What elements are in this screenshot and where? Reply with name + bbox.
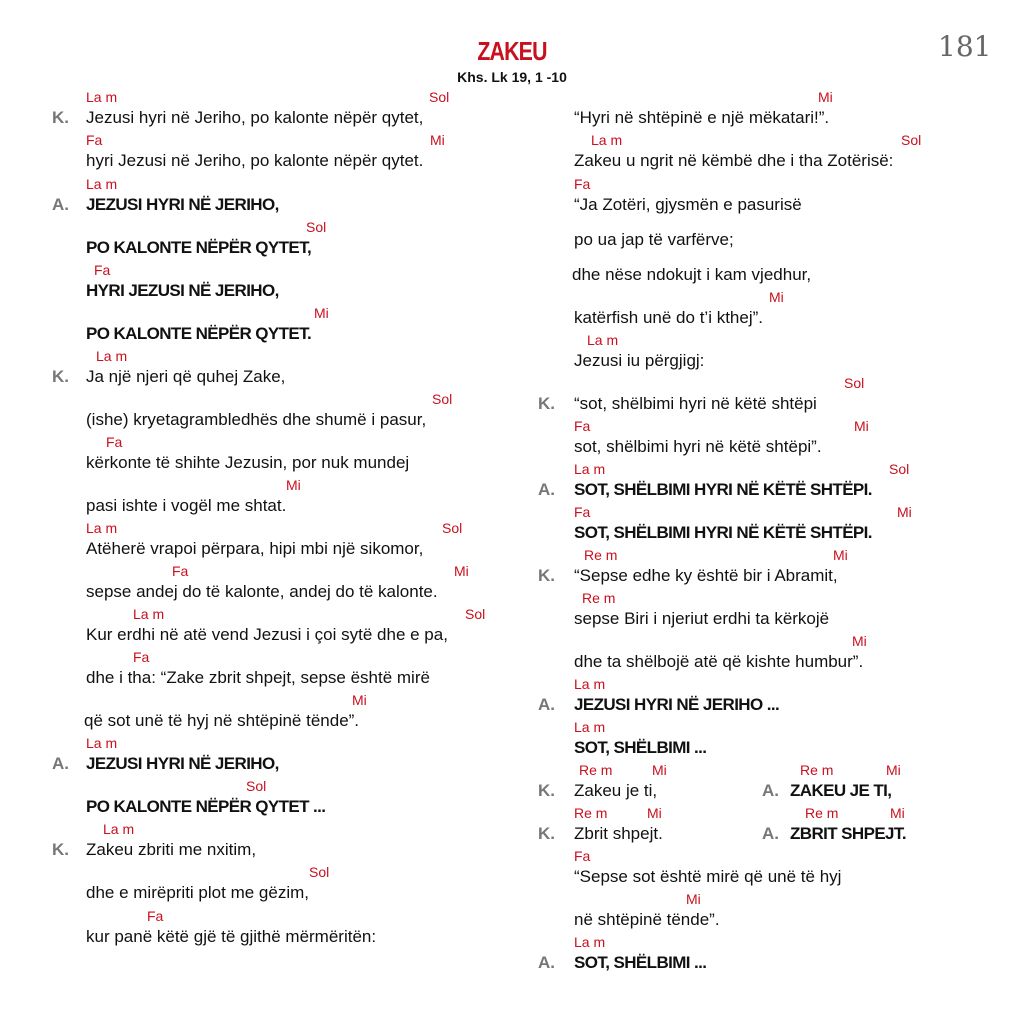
chord-label: Sol bbox=[246, 778, 267, 794]
lyric-line: sepse andej do të kalonte, andej do të kalonte. bbox=[86, 582, 438, 601]
lyric-line: Zbrit shpejt. bbox=[574, 824, 663, 843]
speaker-marker: K. bbox=[538, 824, 555, 843]
chord-label: Fa bbox=[86, 132, 103, 148]
chord-label: Mi bbox=[886, 762, 901, 778]
chord-label: Re m bbox=[584, 547, 618, 563]
chord-label: La m bbox=[574, 676, 606, 692]
speaker-marker: A. bbox=[538, 953, 555, 972]
chord-label: La m bbox=[86, 89, 118, 105]
chord-label: Mi bbox=[890, 805, 905, 821]
assembly-lyric-line: SOT, SHËLBIMI ... bbox=[574, 738, 707, 757]
assembly-lyric-line: JEZUSI HYRI NË JERIHO ... bbox=[574, 695, 780, 714]
chord-label: Fa bbox=[133, 649, 150, 665]
lyric-line: dhe nëse ndokujt i kam vjedhur, bbox=[572, 265, 812, 284]
chord-label: Mi bbox=[769, 289, 784, 305]
lyric-line: po ua jap të varfërve; bbox=[574, 230, 734, 249]
chord-label: La m bbox=[587, 332, 619, 348]
speaker-marker: K. bbox=[52, 367, 69, 386]
chord-label: La m bbox=[86, 520, 118, 536]
assembly-lyric-line: ZAKEU JE TI, bbox=[790, 781, 892, 800]
speaker-marker: K. bbox=[538, 394, 555, 413]
scripture-reference: Khs. Lk 19, 1 -10 bbox=[457, 69, 567, 85]
speaker-marker: A. bbox=[762, 824, 779, 843]
chord-label: La m bbox=[574, 934, 606, 950]
assembly-lyric-line: JEZUSI HYRI NË JERIHO, bbox=[86, 754, 279, 773]
chord-label: Re m bbox=[805, 805, 839, 821]
lyric-line: katërfish unë do t’i kthej”. bbox=[574, 308, 763, 327]
lyric-line: Zakeu u ngrit në këmbë dhe i tha Zotërisë: bbox=[574, 151, 894, 170]
chord-label: Fa bbox=[172, 563, 189, 579]
chord-label: Mi bbox=[352, 692, 367, 708]
speaker-marker: K. bbox=[52, 108, 69, 127]
chord-label: Mi bbox=[852, 633, 867, 649]
lyric-line: Zakeu je ti, bbox=[574, 781, 658, 800]
chord-label: Sol bbox=[901, 132, 922, 148]
speaker-marker: A. bbox=[538, 695, 555, 714]
lyric-line: hyri Jezusi në Jeriho, po kalonte nëpër qytet. bbox=[86, 151, 424, 170]
speaker-marker: K. bbox=[538, 781, 555, 800]
lyric-line: dhe ta shëlbojë atë që kishte humbur”. bbox=[574, 652, 864, 671]
chord-label: Mi bbox=[286, 477, 301, 493]
chord-label: Sol bbox=[429, 89, 450, 105]
speaker-marker: A. bbox=[762, 781, 779, 800]
assembly-lyric-line: SOT, SHËLBIMI HYRI NË KËTË SHTËPI. bbox=[574, 523, 872, 542]
lyric-line: “Hyri në shtëpinë e një mëkatari!”. bbox=[574, 108, 830, 127]
chord-label: Mi bbox=[686, 891, 701, 907]
lyric-line: sepse Biri i njeriut erdhi ta kërkojë bbox=[574, 609, 830, 628]
chord-label: Fa bbox=[147, 908, 164, 924]
chord-label: La m bbox=[96, 348, 128, 364]
page-number: 181 bbox=[938, 30, 992, 63]
lyric-line: në shtëpinë tënde”. bbox=[574, 910, 720, 929]
chord-label: Mi bbox=[652, 762, 667, 778]
chord-label: Sol bbox=[309, 864, 330, 880]
chord-label: La m bbox=[86, 735, 118, 751]
chord-label: Fa bbox=[94, 262, 111, 278]
speaker-marker: A. bbox=[52, 195, 69, 214]
lyric-line: Ja një njeri që quhej Zake, bbox=[86, 367, 286, 386]
song-title: ZAKEU bbox=[477, 36, 547, 66]
chord-label: Fa bbox=[106, 434, 123, 450]
assembly-lyric-line: PO KALONTE NËPËR QYTET. bbox=[86, 324, 312, 343]
speaker-marker: K. bbox=[52, 840, 69, 859]
chord-label: Mi bbox=[818, 89, 833, 105]
speaker-marker: A. bbox=[538, 480, 555, 499]
chord-label: Mi bbox=[647, 805, 662, 821]
lyric-line: “sot, shëlbimi hyri në këtë shtëpi bbox=[574, 394, 817, 413]
chord-label: Fa bbox=[574, 176, 591, 192]
chord-label: Sol bbox=[432, 391, 453, 407]
chord-label: Re m bbox=[582, 590, 616, 606]
speaker-marker: K. bbox=[538, 566, 555, 585]
speaker-marker: A. bbox=[52, 754, 69, 773]
chord-label: Mi bbox=[833, 547, 848, 563]
lyric-line: (ishe) kryetagrambledhës dhe shumë i pasur, bbox=[86, 410, 427, 429]
chord-label: Re m bbox=[800, 762, 834, 778]
chord-label: La m bbox=[574, 461, 606, 477]
chord-label: La m bbox=[86, 176, 118, 192]
lyric-line: “Sepse edhe ky është bir i Abramit, bbox=[574, 566, 838, 585]
lyric-line: sot, shëlbimi hyri në këtë shtëpi”. bbox=[574, 437, 822, 456]
lyric-line: Jezusi iu përgjigj: bbox=[574, 351, 705, 370]
chord-label: La m bbox=[591, 132, 623, 148]
chord-label: Sol bbox=[889, 461, 910, 477]
chord-label: Fa bbox=[574, 418, 591, 434]
chord-label: La m bbox=[103, 821, 135, 837]
assembly-lyric-line: SOT, SHËLBIMI HYRI NË KËTË SHTËPI. bbox=[574, 480, 872, 499]
lyric-line: Zakeu zbriti me nxitim, bbox=[86, 840, 257, 859]
assembly-lyric-line: SOT, SHËLBIMI ... bbox=[574, 953, 707, 972]
assembly-lyric-line: PO KALONTE NËPËR QYTET, bbox=[86, 238, 312, 257]
lyric-line: kur panë këtë gjë të gjithë mërmëritën: bbox=[86, 927, 377, 946]
assembly-lyric-line: JEZUSI HYRI NË JERIHO, bbox=[86, 195, 279, 214]
assembly-lyric-line: HYRI JEZUSI NË JERIHO, bbox=[86, 281, 279, 300]
assembly-lyric-line: ZBRIT SHPEJT. bbox=[790, 824, 906, 843]
chord-label: Mi bbox=[314, 305, 329, 321]
chord-label: Sol bbox=[442, 520, 463, 536]
lyric-line: “Sepse sot është mirë që unë të hyj bbox=[574, 867, 842, 886]
chord-label: Fa bbox=[574, 504, 591, 520]
chord-label: La m bbox=[133, 606, 165, 622]
chord-label: Sol bbox=[465, 606, 486, 622]
chord-label: Re m bbox=[574, 805, 608, 821]
lyric-line: dhe e mirëpriti plot me gëzim, bbox=[86, 883, 309, 902]
lyric-line: pasi ishte i vogël me shtat. bbox=[86, 496, 287, 515]
assembly-lyric-line: PO KALONTE NËPËR QYTET ... bbox=[86, 797, 326, 816]
chord-label: La m bbox=[574, 719, 606, 735]
chord-label: Mi bbox=[854, 418, 869, 434]
chord-label: Mi bbox=[897, 504, 912, 520]
chord-label: Sol bbox=[844, 375, 865, 391]
lyric-line: Atëherë vrapoi përpara, hipi mbi një sikomor, bbox=[86, 539, 424, 558]
lyric-line: dhe i tha: “Zake zbrit shpejt, sepse është mirë bbox=[86, 668, 430, 687]
lyric-line: që sot unë të hyj në shtëpinë tënde”. bbox=[84, 711, 360, 730]
chord-label: Fa bbox=[574, 848, 591, 864]
lyric-line: Jezusi hyri në Jeriho, po kalonte nëpër qytet, bbox=[86, 108, 424, 127]
chord-label: Mi bbox=[430, 132, 445, 148]
chord-label: Re m bbox=[579, 762, 613, 778]
lyric-line: kërkonte të shihte Jezusin, por nuk mundej bbox=[86, 453, 410, 472]
lyric-line: “Ja Zotëri, gjysmën e pasurisë bbox=[574, 195, 802, 214]
chord-label: Sol bbox=[306, 219, 327, 235]
chord-label: Mi bbox=[454, 563, 469, 579]
lyric-line: Kur erdhi në atë vend Jezusi i çoi sytë dhe e pa, bbox=[86, 625, 448, 644]
